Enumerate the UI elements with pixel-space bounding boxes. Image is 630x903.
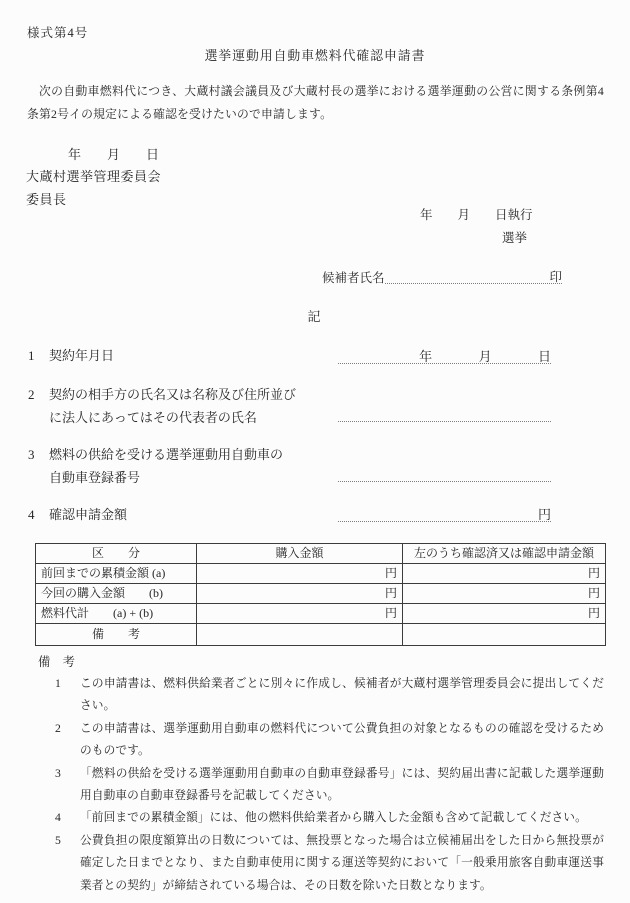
day-unit: 日 xyxy=(537,349,551,364)
cumulative-confirmed-cell[interactable]: 円 xyxy=(403,564,606,584)
note-item xyxy=(55,673,604,718)
note-number: 1 xyxy=(55,677,61,690)
intro-paragraph: 次の自動車燃料代につき、大蔵村議会議員及び大蔵村長の選挙における選挙運動の公営に関する条例第4条第2号イの規定による確認を受けたいので申請します。 xyxy=(27,84,604,121)
candidate-name-label: 候補者氏名 xyxy=(322,270,385,285)
table-row xyxy=(36,564,606,584)
item-label: 確認申請金額 xyxy=(49,507,128,522)
item-number: 3 xyxy=(28,447,35,462)
row-label-cumulative: 前回までの累積金額 (a) xyxy=(36,564,197,584)
amount-table xyxy=(35,543,606,646)
note-number: 4 xyxy=(55,811,61,825)
note-text: 「燃料の供給を受ける選挙運動用自動車の自動車登録番号」には、契約届出書に記載した選挙運動用自動車の自動車登録番号を記載してください。 xyxy=(80,766,604,803)
contract-party-field[interactable] xyxy=(338,405,551,422)
header-confirmed-amount: 左のうち確認済又は確認申請金額 xyxy=(403,544,606,564)
total-confirmed-cell[interactable]: 円 xyxy=(403,604,606,624)
note-text: この申請書は、選挙運動用自動車の燃料代について公費負担の対象となるものの確認を受けるためのものです。 xyxy=(80,721,604,758)
item-label: 契約の相手方の氏名又は名称及び住所並び に法人にあってはその代表者の氏名 xyxy=(49,387,297,425)
item-label: 燃料の供給を受ける選挙運動用自動車の 自動車登録番号 xyxy=(49,447,284,485)
addressee-chairman: 委員長 xyxy=(26,192,67,207)
item-contract-date xyxy=(28,345,114,368)
note-item xyxy=(55,718,604,763)
row-label-remarks: 備 考 xyxy=(36,624,197,646)
item-number: 2 xyxy=(28,387,35,402)
current-purchase-cell[interactable]: 円 xyxy=(197,584,403,604)
addressee-committee: 大蔵村選挙管理委員会 xyxy=(26,169,162,184)
note-item xyxy=(55,763,604,808)
table-row xyxy=(36,624,606,646)
note-number: 3 xyxy=(55,766,61,780)
notes-list xyxy=(55,673,604,897)
note-number: 2 xyxy=(55,721,61,735)
year-unit: 年 xyxy=(419,349,433,364)
section-mark: 記 xyxy=(307,309,323,324)
item-number: 4 xyxy=(28,507,35,522)
application-date-line: 年 月 日 xyxy=(68,147,160,162)
total-purchase-cell[interactable]: 円 xyxy=(197,604,403,624)
election-date-line: 年 月 日執行 xyxy=(420,208,533,222)
form-number: 様式第4号 xyxy=(27,26,89,40)
note-text: この申請書は、燃料供給業者ごとに別々に作成し、候補者が大蔵村選挙管理委員会に提出してください。 xyxy=(80,677,604,713)
notes-heading: 備 考 xyxy=(38,655,75,669)
vehicle-registration-field[interactable] xyxy=(338,465,551,482)
item-contract-party xyxy=(28,384,296,429)
seal-label: 印 xyxy=(549,269,562,284)
election-label: 選挙 xyxy=(502,231,528,245)
header-purchase-amount: 購入金額 xyxy=(197,544,403,564)
item-vehicle-registration xyxy=(28,444,283,489)
candidate-name-field[interactable] xyxy=(385,265,562,284)
item-application-amount xyxy=(28,504,127,527)
candidate-name-row xyxy=(322,266,562,284)
remarks-cell-2[interactable] xyxy=(403,624,606,646)
cumulative-purchase-cell[interactable]: 円 xyxy=(197,564,403,584)
table-row xyxy=(36,604,606,624)
remarks-cell-1[interactable] xyxy=(197,624,403,646)
table-header-row xyxy=(36,544,606,564)
row-label-current: 今回の購入金額 (b) xyxy=(36,584,197,604)
application-amount-field[interactable] xyxy=(338,505,551,522)
yen-unit: 円 xyxy=(537,507,551,522)
note-text: 公費負担の限度額算出の日数については、無投票となった場合は立候補届出をした日から無投票が確定した日までとなり、また自動車使用に関する運送等契約において「一般乗用旅客自動車運送事業者との契約」が締結されている場合は、その日数を除いた日数となります。 xyxy=(80,833,604,892)
month-unit: 月 xyxy=(478,349,492,364)
item-number: 1 xyxy=(28,348,35,363)
note-item xyxy=(55,830,604,897)
table-row xyxy=(36,584,606,604)
item-label: 契約年月日 xyxy=(49,348,115,363)
note-item xyxy=(55,807,604,829)
current-confirmed-cell[interactable]: 円 xyxy=(403,584,606,604)
row-label-total: 燃料代計 (a) + (b) xyxy=(36,604,197,624)
note-text: 「前回までの累積金額」には、他の燃料供給業者から購入した金額も含めて記載してください。 xyxy=(80,811,587,825)
note-number: 5 xyxy=(55,833,61,847)
contract-date-field[interactable] xyxy=(338,347,551,364)
page-title: 選挙運動用自動車燃料代確認申請書 xyxy=(204,49,426,63)
header-category: 区 分 xyxy=(36,544,197,564)
